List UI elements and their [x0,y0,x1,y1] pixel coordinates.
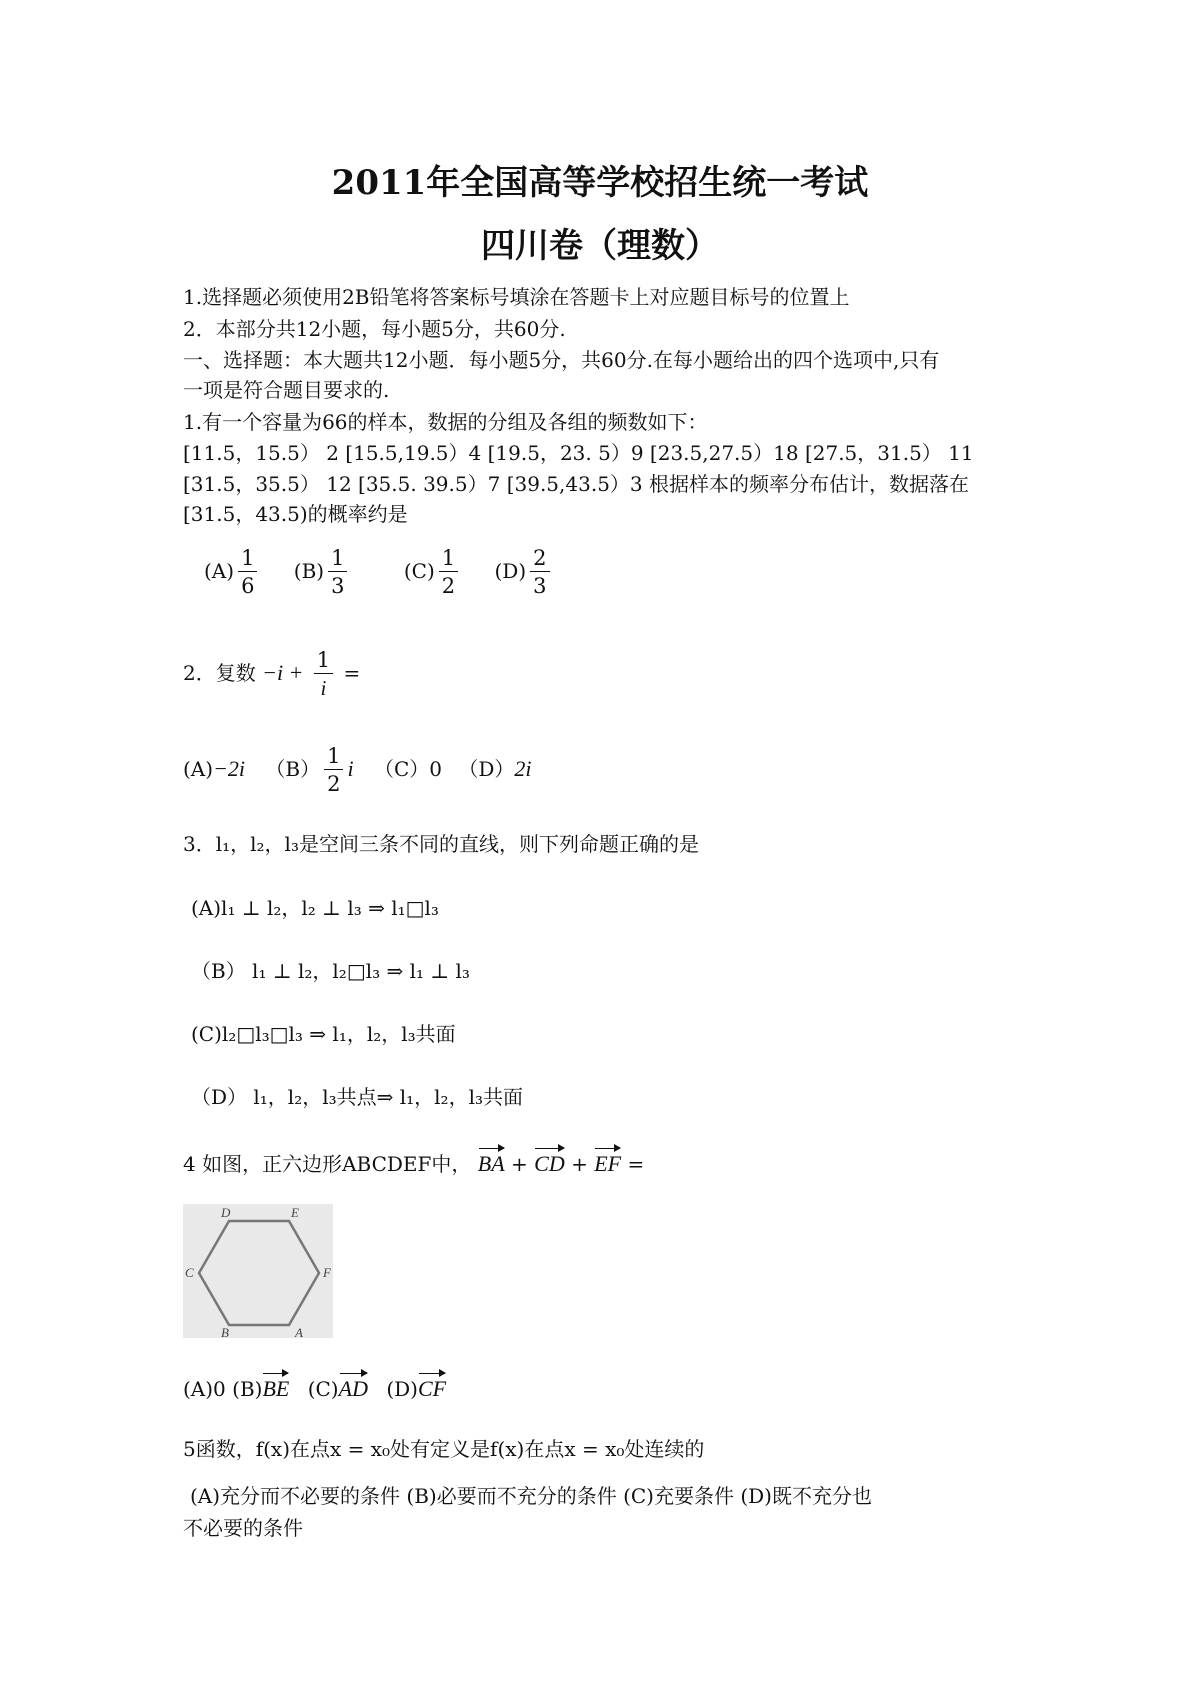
vertex-b-label: B [221,1325,229,1338]
q5-stem: 5函数，f(x)在点x = x₀处有定义是f(x)在点x = x₀处连续的 [183,1437,705,1461]
q1-option-d: (D) $\frac{2}{3}$ [495,545,554,600]
q4-options: (A)0 (B)BE (C)AD (D)CF [183,1376,447,1401]
q3-option-a: (A)l₁ ⊥ l₂，l₂ ⊥ l₃ ⇒ l₁□l₃ [191,896,439,920]
q3-option-c: (C)l₂□l₃□l₃ ⇒ l₁，l₂，l₃共面 [191,1022,456,1046]
q5-options: (A)充分而不必要的条件 (B)必要而不充分的条件 (C)充要条件 (D)既不充分也 [190,1484,872,1508]
vertex-e-label: E [291,1205,299,1220]
vertex-d-label: D [221,1205,231,1220]
exam-subtitle: 四川卷（理数） [481,226,719,266]
q1-option-c: (C) $\frac{1}{2}$ [404,545,462,600]
q2-stem: 2．复数 −i + $\frac{1}{i}$ = [183,648,361,700]
hexagon-figure [183,1204,333,1338]
q3-option-d: （D） l₁，l₂，l₃共点⇒ l₁，l₂，l₃共面 [191,1085,523,1109]
q1-options [204,545,580,600]
vertex-a-label: A [295,1325,303,1338]
vertex-c-label: C [185,1265,194,1280]
vertex-f-label: F [323,1265,331,1280]
q1-data-line-3: [31.5，43.5)的概率约是 [183,502,408,526]
q1-option-a: (A) $\frac{1}{6}$ [204,545,261,600]
instruction-3: 一、选择题：本大题共12小题．每小题5分，共60分.在每小题给出的四个选项中,只有 [183,348,940,372]
q1-data-line-2: [31.5，35.5） 12 [35.5. 39.5）7 [39.5,43.5）3 根据样本的频率分布估计，数据落在 [183,472,969,496]
q5-options-continued: 不必要的条件 [183,1516,303,1540]
q3-option-b: （B） l₁ ⊥ l₂，l₂□l₃ ⇒ l₁ ⊥ l₃ [191,959,470,983]
instruction-1: 1.选择题必须使用2B铅笔将答案标号填涂在答题卡上对应题目标号的位置上 [183,285,850,309]
q3-stem: 3．l₁，l₂，l₃是空间三条不同的直线，则下列命题正确的是 [183,832,699,856]
q1-stem: 1.有一个容量为66的样本，数据的分组及各组的频数如下： [183,410,708,434]
instruction-4: 一项是符合题目要求的. [183,378,390,402]
hexagon-shape [199,1221,319,1325]
instruction-2: 2．本部分共12小题，每小题5分，共60分. [183,317,566,341]
exam-title: 2011年全国高等学校招生统一考试 [331,163,869,203]
q4-stem: 4 如图，正六边形ABCDEF中， BA + CD + EF = [183,1151,645,1176]
q1-option-b: (B) $\frac{1}{3}$ [294,545,352,600]
hexagon-diagram [183,1204,333,1338]
q2-options: (A)−2i （B） $\frac{1}{2}$ i （C）0 （D）2i [183,744,532,796]
q1-data-line-1: [11.5，15.5） 2 [15.5,19.5）4 [19.5，23. 5）9 [23.5,27.5）18 [27.5，31.5） 11 [183,441,974,465]
